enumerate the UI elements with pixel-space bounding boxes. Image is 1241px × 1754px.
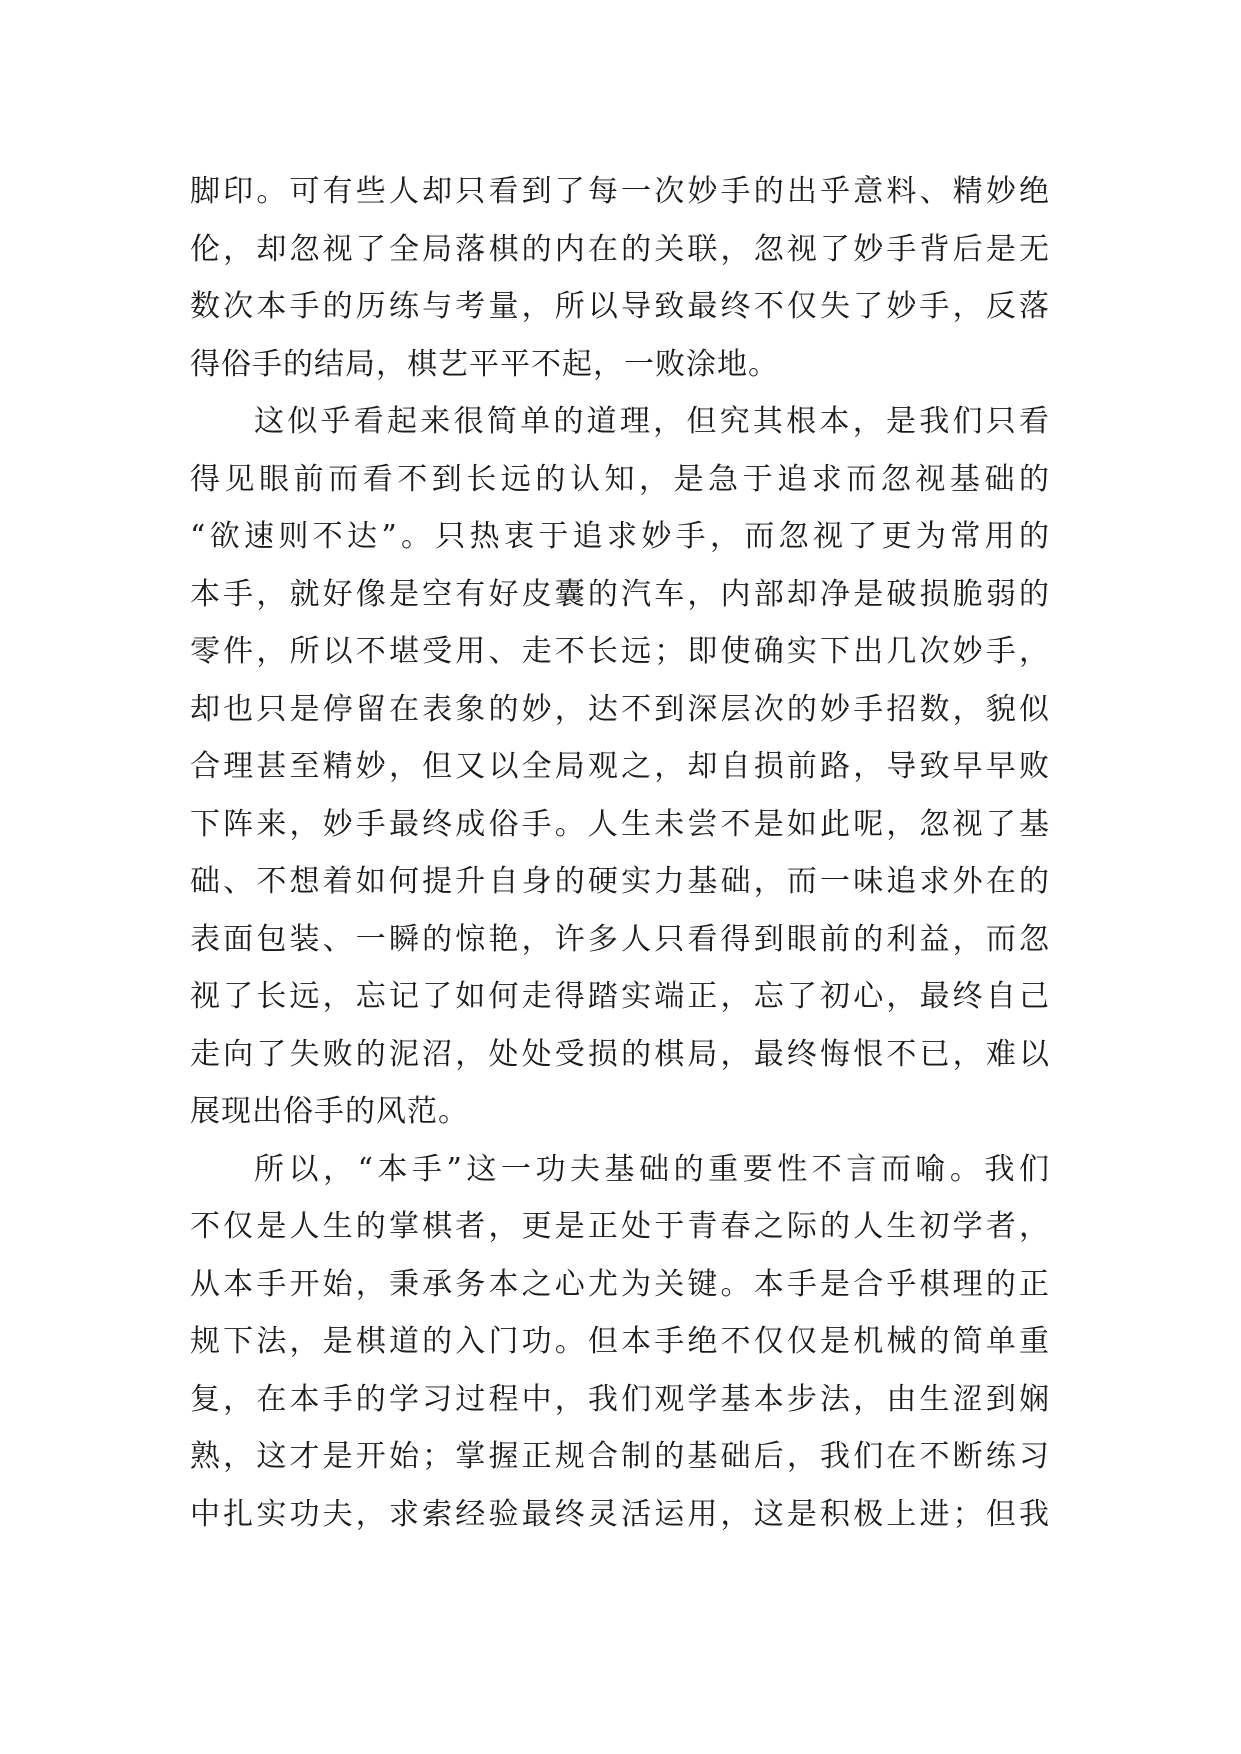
text-line: 数次本手的历练与考量，所以导致最终不仅失了妙手，反落 (190, 289, 1050, 324)
text-line: 础、不想着如何提升自身的硬实力基础，而一味追求外在的 (190, 864, 1050, 899)
text-line: 熟，这才是开始；掌握正规合制的基础后，我们在不断练习 (190, 1439, 1050, 1474)
text-line: 展现出俗手的风范。 (190, 1094, 469, 1129)
text-line: 不仅是人生的掌棋者，更是正处于青春之际的人生初学者， (190, 1209, 1050, 1244)
text-line: 中扎实功夫，求索经验最终灵活运用，这是积极上进；但我 (190, 1496, 1050, 1532)
text-line: 这似乎看起来很简单的道理，但究其根本，是我们只看 (254, 404, 1050, 439)
text-line: 视了长远，忘记了如何走得踏实端正，忘了初心，最终自己 (190, 979, 1050, 1014)
text-line: 表面包装、一瞬的惊艳，许多人只看得到眼前的利益，而忽 (190, 921, 1050, 957)
body-text (190, 163, 1050, 1543)
text-line: 零件，所以不堪受用、走不长远；即使确实下出几次妙手， (190, 634, 1050, 669)
text-line: “欲速则不达”。只热衷于追求妙手，而忽视了更为常用的 (190, 519, 1050, 554)
text-line: 合理甚至精妙，但又以全局观之，却自损前路，导致早早败 (190, 749, 1050, 784)
text-line: 得俗手的结局，棋艺平平不起，一败涂地。 (190, 346, 779, 382)
text-line: 脚印。可有些人却只看到了每一次妙手的出乎意料、精妙绝 (190, 174, 1050, 209)
text-line: 规下法，是棋道的入门功。但本手绝不仅仅是机械的简单重 (190, 1324, 1050, 1359)
text-line: 走向了失败的泥沼，处处受损的棋局，最终悔恨不已，难以 (190, 1036, 1050, 1072)
text-line: 从本手开始，秉承务本之心尤为关键。本手是合乎棋理的正 (190, 1266, 1050, 1302)
text-line: 下阵来，妙手最终成俗手。人生未尝不是如此呢，忽视了基 (190, 806, 1050, 842)
text-line: 得见眼前而看不到长远的认知，是急于追求而忽视基础的 (190, 461, 1050, 497)
text-line: 复，在本手的学习过程中，我们观学基本步法，由生涩到娴 (190, 1381, 1050, 1417)
text-line: 所以，“本手”这一功夫基础的重要性不言而喻。我们 (254, 1151, 1050, 1187)
text-line: 伦，却忽视了全局落棋的内在的关联，忽视了妙手背后是无 (190, 231, 1050, 267)
text-line: 却也只是停留在表象的妙，达不到深层次的妙手招数，貌似 (190, 691, 1050, 727)
text-line: 本手，就好像是空有好皮囊的汽车，内部却净是破损脆弱的 (190, 576, 1050, 612)
